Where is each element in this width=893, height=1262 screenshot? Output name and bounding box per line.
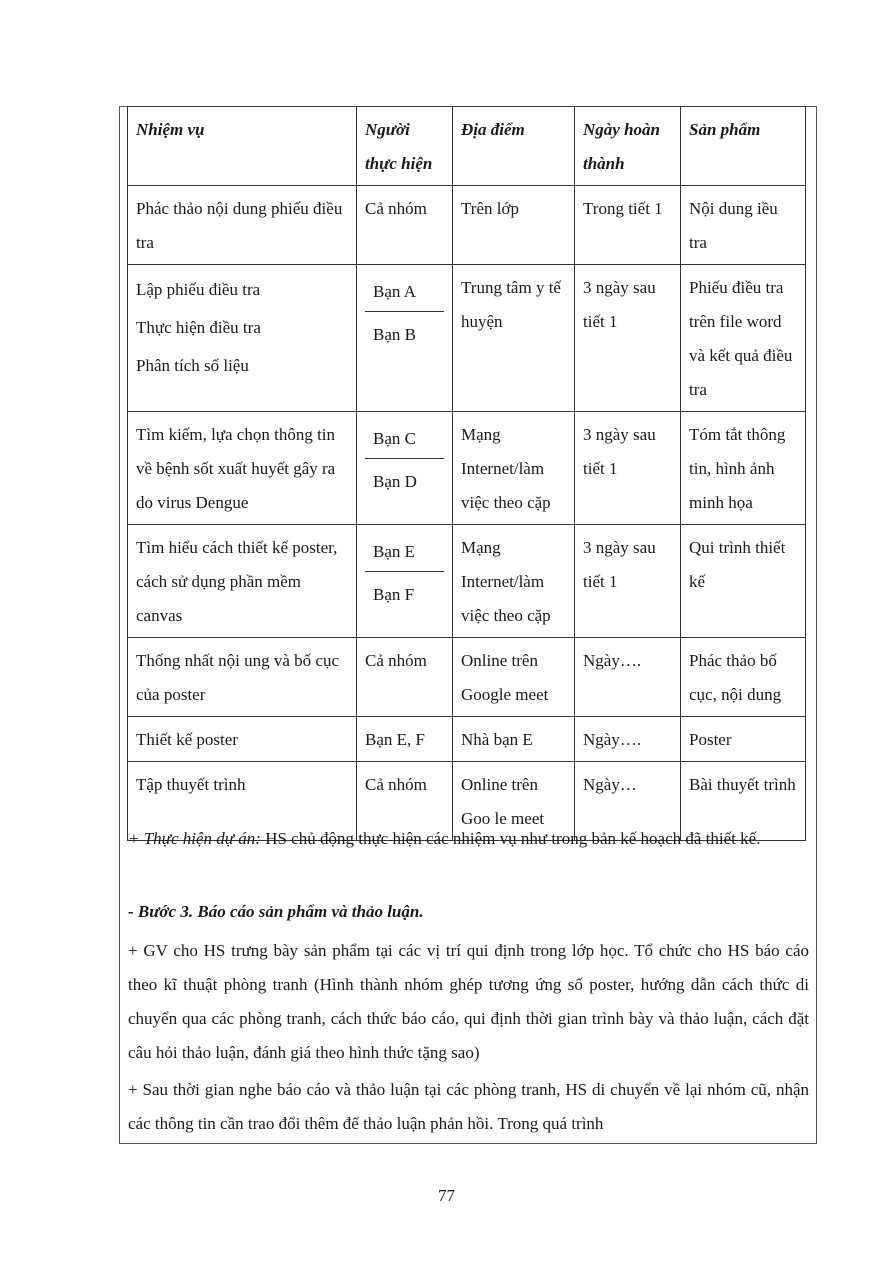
- cell-place: Nhà bạn E: [453, 717, 575, 762]
- people-d: Bạn D: [373, 472, 417, 491]
- cell-product: Tóm tắt thông tin, hình ảnh minh họa: [681, 412, 806, 525]
- cell-product: Poster: [681, 717, 806, 762]
- task-line: Thực hiện điều tra: [136, 318, 261, 337]
- cell-date: 3 ngày sau tiết 1: [575, 525, 681, 638]
- people-b: Bạn B: [373, 325, 416, 344]
- header-product: Sản phẩm: [681, 107, 806, 186]
- paragraph-implement: [128, 822, 809, 856]
- header-date: Ngày hoàn thành: [575, 107, 681, 186]
- cell-task: Tìm hiểu cách thiết kế poster, cách sử dụng phần mềm canvas: [128, 525, 357, 638]
- table-row: [128, 412, 806, 525]
- cell-task: Tập thuyết trình: [128, 762, 357, 841]
- cell-task: [128, 265, 357, 412]
- people-e: Bạn E: [365, 531, 444, 572]
- cell-place: Online trên Google meet: [453, 638, 575, 717]
- cell-date: 3 ngày sau tiết 1: [575, 265, 681, 412]
- cell-people: Cả nhóm: [357, 638, 453, 717]
- paragraph-gv: + GV cho HS trưng bày sản phẩm tại các vị trí qui định trong lớp học. Tổ chức cho HS báo cáo theo kĩ thuật phòng tranh (Hình thành nhóm ghép tương ứng số poster, hướng dẫn cách thức di chuyển qua các phòng tranh, cách thức báo cáo, qui định thời gian trình bày và thảo luận, cách đặt câu hỏi thảo luận, đánh giá theo hình thức tặng sao): [128, 941, 809, 1062]
- cell-people: Cả nhóm: [357, 186, 453, 265]
- page-number: 77: [438, 1186, 455, 1205]
- cell-place: Mạng Internet/làm việc theo cặp: [453, 525, 575, 638]
- cell-date: Ngày….: [575, 638, 681, 717]
- cell-task: Thống nhất nội ung và bố cục của poster: [128, 638, 357, 717]
- cell-date: Ngày…: [575, 762, 681, 841]
- cell-product: Qui trình thiết kế: [681, 525, 806, 638]
- people-a: Bạn A: [365, 271, 444, 312]
- table-row: [128, 638, 806, 717]
- cell-people: [357, 525, 453, 638]
- table-row: [128, 265, 806, 412]
- cell-task: Phác thảo nội dung phiếu điều tra: [128, 186, 357, 265]
- cell-product: Phác thảo bố cục, nội dung: [681, 638, 806, 717]
- table-row: [128, 717, 806, 762]
- cell-product: Nội dung iều tra: [681, 186, 806, 265]
- cell-date: Trong tiết 1: [575, 186, 681, 265]
- people-f: Bạn F: [373, 585, 415, 604]
- task-line: Lập phiếu điều tra: [136, 280, 261, 299]
- header-place: Địa điểm: [453, 107, 575, 186]
- cell-task: Tìm kiếm, lựa chọn thông tin về bệnh sốt xuất huyết gây ra do virus Dengue: [128, 412, 357, 525]
- cell-date: 3 ngày sau tiết 1: [575, 412, 681, 525]
- cell-people: Bạn E, F: [357, 717, 453, 762]
- paragraph-implement-text: HS chủ động thực hiện các nhiệm vụ như trong bản kế hoạch đã thiết kế.: [260, 829, 761, 848]
- cell-people: Cả nhóm: [357, 762, 453, 841]
- paragraph-implement-label: + Thực hiện dự án:: [128, 829, 261, 848]
- table-row: [128, 525, 806, 638]
- cell-place: Online trên Goo le meet: [453, 762, 575, 841]
- cell-place: Trên lớp: [453, 186, 575, 265]
- task-plan-table: [127, 106, 806, 841]
- cell-people: [357, 265, 453, 412]
- cell-place: Mạng Internet/làm việc theo cặp: [453, 412, 575, 525]
- cell-task: Thiết kế poster: [128, 717, 357, 762]
- cell-place: Trung tâm y tế huyện: [453, 265, 575, 412]
- step-3-heading: - Bước 3. Báo cáo sản phẩm và thảo luận.: [128, 902, 424, 921]
- header-task: Nhiệm vụ: [128, 107, 357, 186]
- table-header-row: [128, 107, 806, 186]
- table-row: [128, 186, 806, 265]
- people-c: Bạn C: [365, 418, 444, 459]
- cell-product: Bài thuyết trình: [681, 762, 806, 841]
- task-line: Phân tích số liệu: [136, 356, 249, 375]
- cell-people: [357, 412, 453, 525]
- cell-product: Phiếu điều tra trên file word và kết quả điều tra: [681, 265, 806, 412]
- cell-date: Ngày….: [575, 717, 681, 762]
- header-people: Người thực hiện: [357, 107, 453, 186]
- paragraph-after: + Sau thời gian nghe báo cáo và thảo luận tại các phòng tranh, HS di chuyển về lại nhóm cũ, nhận các thông tin cần trao đổi thêm để thảo luận phản hồi. Trong quá trình: [128, 1080, 809, 1133]
